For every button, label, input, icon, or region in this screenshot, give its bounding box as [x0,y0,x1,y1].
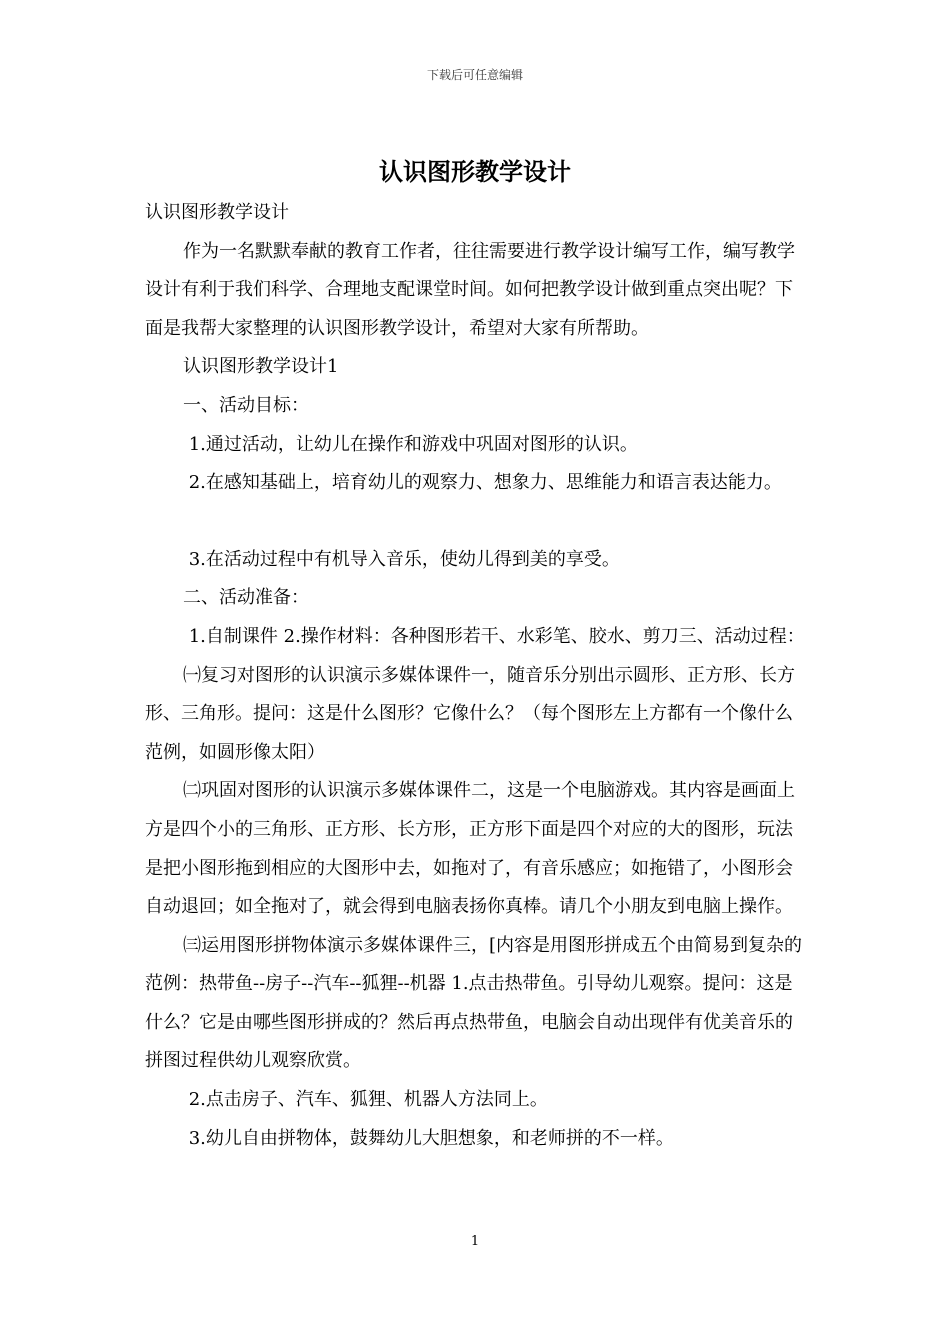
goals-heading: 一、活动目标： [183,394,309,416]
intro-paragraph: 作为一名默默奉献的教育工作者，往往需要进行教学设计编写工作，编写教学设计有利于我们科学、合理地支配课堂时间。如何把教学设计做到重点突出呢？下面是我帮大家整理的认识图形教学设计，希望对大家有所帮助。 [145,240,795,339]
process-paragraph: ㈢运用图形拼物体演示多媒体课件三，[内容是用图形拼成五个由简易到复杂的范例：热带鱼--房子--汽车--狐狸--机器 1.点击热带鱼。引导幼儿观察。提问：这是什么？它是由哪些图形拼成的？然后再点热带鱼，电脑会自动出现伴有优美音乐的拼图过程供幼儿观察欣赏。 [145,934,803,1072]
preparation-heading: 二、活动准备： [183,587,309,609]
process-paragraph: ㈠复习对图形的认识演示多媒体课件一，随音乐分别出示圆形、正方形、长方形、三角形。提问：这是什么图形？它像什么？（每个图形左上方都有一个像什么范例，如圆形像太阳） [145,664,795,763]
document-title: 认识图形教学设计 [379,157,571,186]
preparation-item: 1.自制课件 2.操作材料：各种图形若干、水彩笔、胶水、剪刀三、活动过程： [183,625,805,647]
process-paragraph: 2.点击房子、汽车、狐狸、机器人方法同上。 [183,1089,548,1111]
page-header: 下载后可任意编辑 [426,68,523,82]
document-body [145,194,810,1158]
section-heading: 认识图形教学设计1 [183,356,339,378]
goal-item: 3.在活动过程中有机导入音乐，使幼儿得到美的享受。 [183,548,620,570]
blank-line [145,503,810,541]
subtitle-paragraph: 认识图形教学设计 [145,202,289,223]
goal-item: 1.通过活动，让幼儿在操作和游戏中巩固对图形的认识。 [183,433,638,455]
process-paragraph: 3.幼儿自由拼物体，鼓舞幼儿大胆想象，和老师拼的不一样。 [183,1127,674,1149]
goal-item: 2.在感知基础上，培育幼儿的观察力、想象力、思维能力和语言表达能力。 [183,472,782,494]
process-paragraph: ㈡巩固对图形的认识演示多媒体课件二，这是一个电脑游戏。其内容是画面上方是四个小的三角形、正方形、长方形，正方形下面是四个对应的大的图形，玩法是把小图形拖到相应的大图形中去，如拖对了，有音乐感应；如拖错了，小图形会自动退回；如全拖对了，就会得到电脑表扬你真棒。请几个小朋友到电脑上操作。 [145,780,795,918]
page-number: 1 [470,1234,480,1249]
